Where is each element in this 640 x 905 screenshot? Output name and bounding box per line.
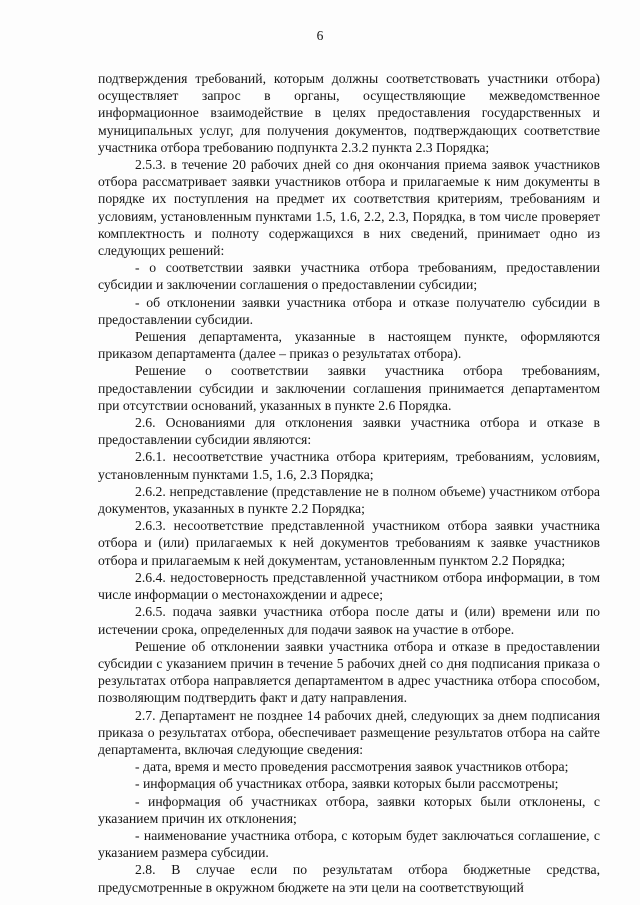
page-number: 6 xyxy=(316,28,324,43)
paragraph: - дата, время и место проведения рассмотрения заявок участников отбора; xyxy=(135,759,569,775)
paragraph: - об отклонении заявки участника отбора и отказе получателю субсидии в предоставлении субсидии. xyxy=(98,294,600,327)
paragraph: 2.6.1. несоответствие участника отбора критериям, требованиям, условиям, установленным пунктами 1.5, 1.6, 2.3 Порядка; xyxy=(98,449,600,482)
paragraph: 2.5.3. в течение 20 рабочих дней со дня окончания приема заявок участников отбора рассматривает заявки участников отбора и прилагаемые к ним документы в порядке их поступления на предмет их соответствия критериям, требованиям и условиям, установленным пунктами 1.5, 1.6, 2.2, 2.3, Порядка, в том числе проверяет комплектность и полноту содержащихся в них сведений, принимает одно из следующих решений: xyxy=(98,157,600,259)
paragraph: Решение о соответствии заявки участника отбора требованиям, предоставлении субсидии и заключении соглашения принимается департаментом при отсутствии оснований, указанных в пункте 2.6 Порядка. xyxy=(98,363,600,413)
paragraph: Решение об отклонении заявки участника отбора и отказе в предоставлении субсидии с указанием причин в течение 5 рабочих дней со дня подписания приказа о результатах отбора направляется департаментом в адрес участника отбора способом, позволяющим подтвердить факт и дату направления. xyxy=(98,638,600,706)
paragraph: - о соответствии заявки участника отбора требованиям, предоставлении субсидии и заключении соглашения о предоставлении субсидии; xyxy=(98,260,600,293)
document-body xyxy=(98,70,600,896)
paragraph: 2.6.5. подача заявки участника отбора после даты и (или) времени или по истечении срока, определенных для подачи заявок на участие в отборе. xyxy=(98,604,600,637)
paragraph: - наименование участника отбора, с которым будет заключаться соглашение, с указанием размера субсидии. xyxy=(98,827,600,861)
paragraph: 2.6.2. непредставление (представление не в полном объеме) участником отбора документов, указанных в пункте 2.2 Порядка; xyxy=(98,483,600,517)
paragraph: 2.6.3. несоответствие представленной участником отбора заявки участника отбора и (или) прилагаемых к ней документов требованиям к заявке участников отбора и прилагаемым к ней документам, установленным пунктом 2.2 Порядка; xyxy=(98,518,600,568)
paragraph: 2.6. Основаниями для отклонения заявки участника отбора и отказе в предоставлении субсидии являются: xyxy=(98,415,600,448)
paragraph: 2.6.4. недостоверность представленной участником отбора информации, в том числе информации о местонахождении и адресе; xyxy=(98,569,600,603)
paragraph: - информация об участниках отбора, заявки которых были рассмотрены; xyxy=(135,776,559,792)
paragraph: 2.7. Департамент не позднее 14 рабочих дней, следующих за днем подписания приказа о результатах отбора, обеспечивает размещение результатов отбора на сайте департамента, включая следующие сведения: xyxy=(98,707,600,757)
paragraph: Решения департамента, указанные в настоящем пункте, оформляются приказом департамента (далее – приказ о результатах отбора). xyxy=(98,329,600,362)
paragraph: подтверждения требований, которым должны соответствовать участники отбора) осуществляет запрос в органы, осуществляющие межведомственное информационное взаимодействие в целях предоставления государственных и муниципальных услуг, для получения документов, подтверждающих соответствие участника отбора требованию подпункта 2.3.2 пункта 2.3 Порядка; xyxy=(98,71,600,155)
paragraph: 2.8. В случае если по результатам отбора бюджетные средства, предусмотренные в окружном бюджете на эти цели на соответствующий xyxy=(98,862,600,895)
paragraph: - информация об участниках отбора, заявки которых были отклонены, с указанием причин их отклонения; xyxy=(98,793,600,826)
